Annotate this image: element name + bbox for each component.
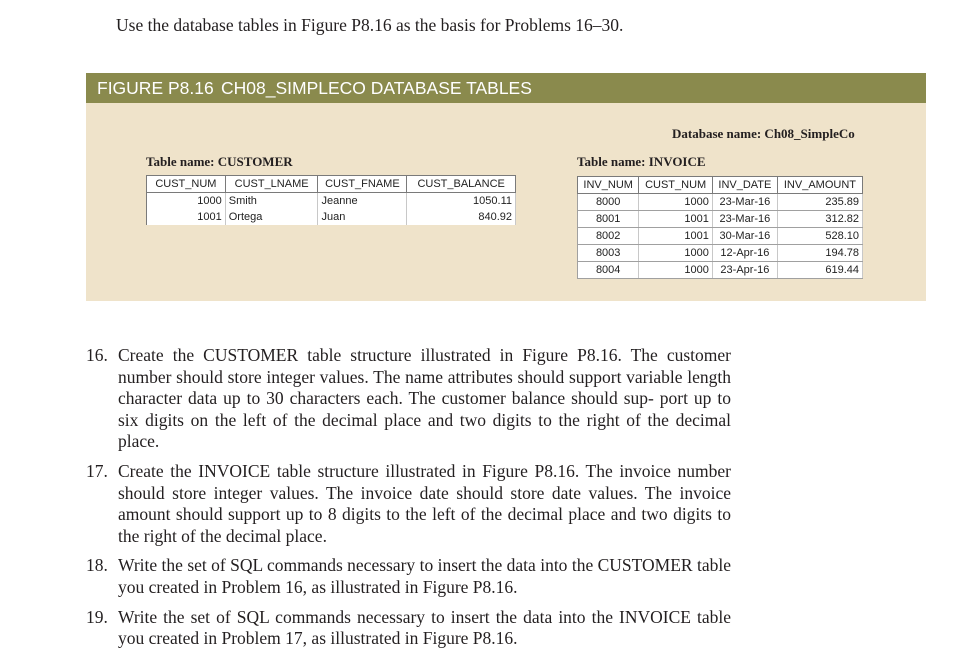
table-row <box>578 262 863 279</box>
table-cell: Juan <box>318 209 407 225</box>
table-cell: 1050.11 <box>407 193 516 210</box>
problem-list <box>86 345 731 658</box>
database-name: Database name: Ch08_SimpleCo <box>672 126 855 141</box>
problem-item <box>86 345 731 453</box>
table-row <box>578 211 863 228</box>
table-row <box>578 194 863 211</box>
table-cell: 12-Apr-16 <box>712 245 777 262</box>
table-cell: 528.10 <box>777 228 862 245</box>
problem-number: 19. <box>86 606 108 627</box>
column-header: CUST_BALANCE <box>407 176 516 193</box>
table-cell: 8004 <box>578 262 639 279</box>
table-cell: 840.92 <box>407 209 516 225</box>
figure-panel <box>86 73 926 301</box>
table-cell: 1000 <box>639 245 713 262</box>
figure-title: CH08_SIMPLECO DATABASE TABLES <box>221 78 532 98</box>
table-cell: Ortega <box>225 209 318 225</box>
column-header: CUST_FNAME <box>318 176 407 193</box>
table-cell: 23-Apr-16 <box>712 262 777 279</box>
invoice-header-row <box>578 177 863 194</box>
customer-table <box>146 175 516 225</box>
table-cell: 194.78 <box>777 245 862 262</box>
table-cell: 1001 <box>147 209 226 225</box>
figure-header <box>86 73 926 103</box>
figure-label: FIGURE P8.16 <box>97 78 214 98</box>
table-cell: 1001 <box>639 228 713 245</box>
problem-number: 18. <box>86 555 108 576</box>
column-header: INV_NUM <box>578 177 639 194</box>
column-header: INV_AMOUNT <box>777 177 862 194</box>
customer-table-name: Table name: CUSTOMER <box>146 154 293 169</box>
table-cell: 1001 <box>639 211 713 228</box>
table-row <box>578 228 863 245</box>
column-header: CUST_NUM <box>147 176 226 193</box>
table-cell: 1000 <box>639 194 713 211</box>
table-cell: 8002 <box>578 228 639 245</box>
problem-item <box>86 555 731 598</box>
table-row <box>147 209 516 225</box>
problem-text: Write the set of SQL commands necessary to insert the data into the INVOICE table you created in Problem 17, as illustrated in Figure P8.16. <box>118 606 731 649</box>
table-row <box>147 193 516 210</box>
problem-text: Create the INVOICE table structure illustrated in Figure P8.16. The invoice number should store integer values. The invoice date should store date values. The invoice amount should support up to 8 digits to the left of the decimal place and two digits to the right of the decimal place. <box>118 460 731 546</box>
problem-number: 17. <box>86 460 108 481</box>
table-cell: 30-Mar-16 <box>712 228 777 245</box>
customer-header-row <box>147 176 516 193</box>
table-cell: 8000 <box>578 194 639 211</box>
invoice-table <box>577 176 863 279</box>
problem-text: Write the set of SQL commands necessary to insert the data into the CUSTOMER table you created in Problem 16, as illustrated in Figure P8.16. <box>118 555 731 597</box>
table-cell: 1000 <box>147 193 226 210</box>
problem-text: Create the CUSTOMER table structure illustrated in Figure P8.16. The customer number should store integer values. The name attributes should support variable length character data up to 30 characters each. The customer balance should sup- port up to six digits on the left of the decimal place and two digits to the right of the decimal place. <box>118 345 731 452</box>
problem-item <box>86 607 731 650</box>
table-cell: Jeanne <box>318 193 407 210</box>
table-cell: 619.44 <box>777 262 862 279</box>
table-cell: 23-Mar-16 <box>712 211 777 228</box>
problem-item <box>86 461 731 547</box>
problem-number: 16. <box>86 345 108 365</box>
table-cell: 8003 <box>578 245 639 262</box>
table-cell: 1000 <box>639 262 713 279</box>
column-header: CUST_NUM <box>639 177 713 194</box>
column-header: INV_DATE <box>712 177 777 194</box>
table-cell: 312.82 <box>777 211 862 228</box>
table-cell: 23-Mar-16 <box>712 194 777 211</box>
invoice-table-name: Table name: INVOICE <box>577 154 706 169</box>
table-cell: Smith <box>225 193 318 210</box>
table-row <box>578 245 863 262</box>
table-cell: 8001 <box>578 211 639 228</box>
table-cell: 235.89 <box>777 194 862 211</box>
column-header: CUST_LNAME <box>225 176 318 193</box>
intro-text: Use the database tables in Figure P8.16 as the basis for Problems 16–30. <box>116 15 624 35</box>
